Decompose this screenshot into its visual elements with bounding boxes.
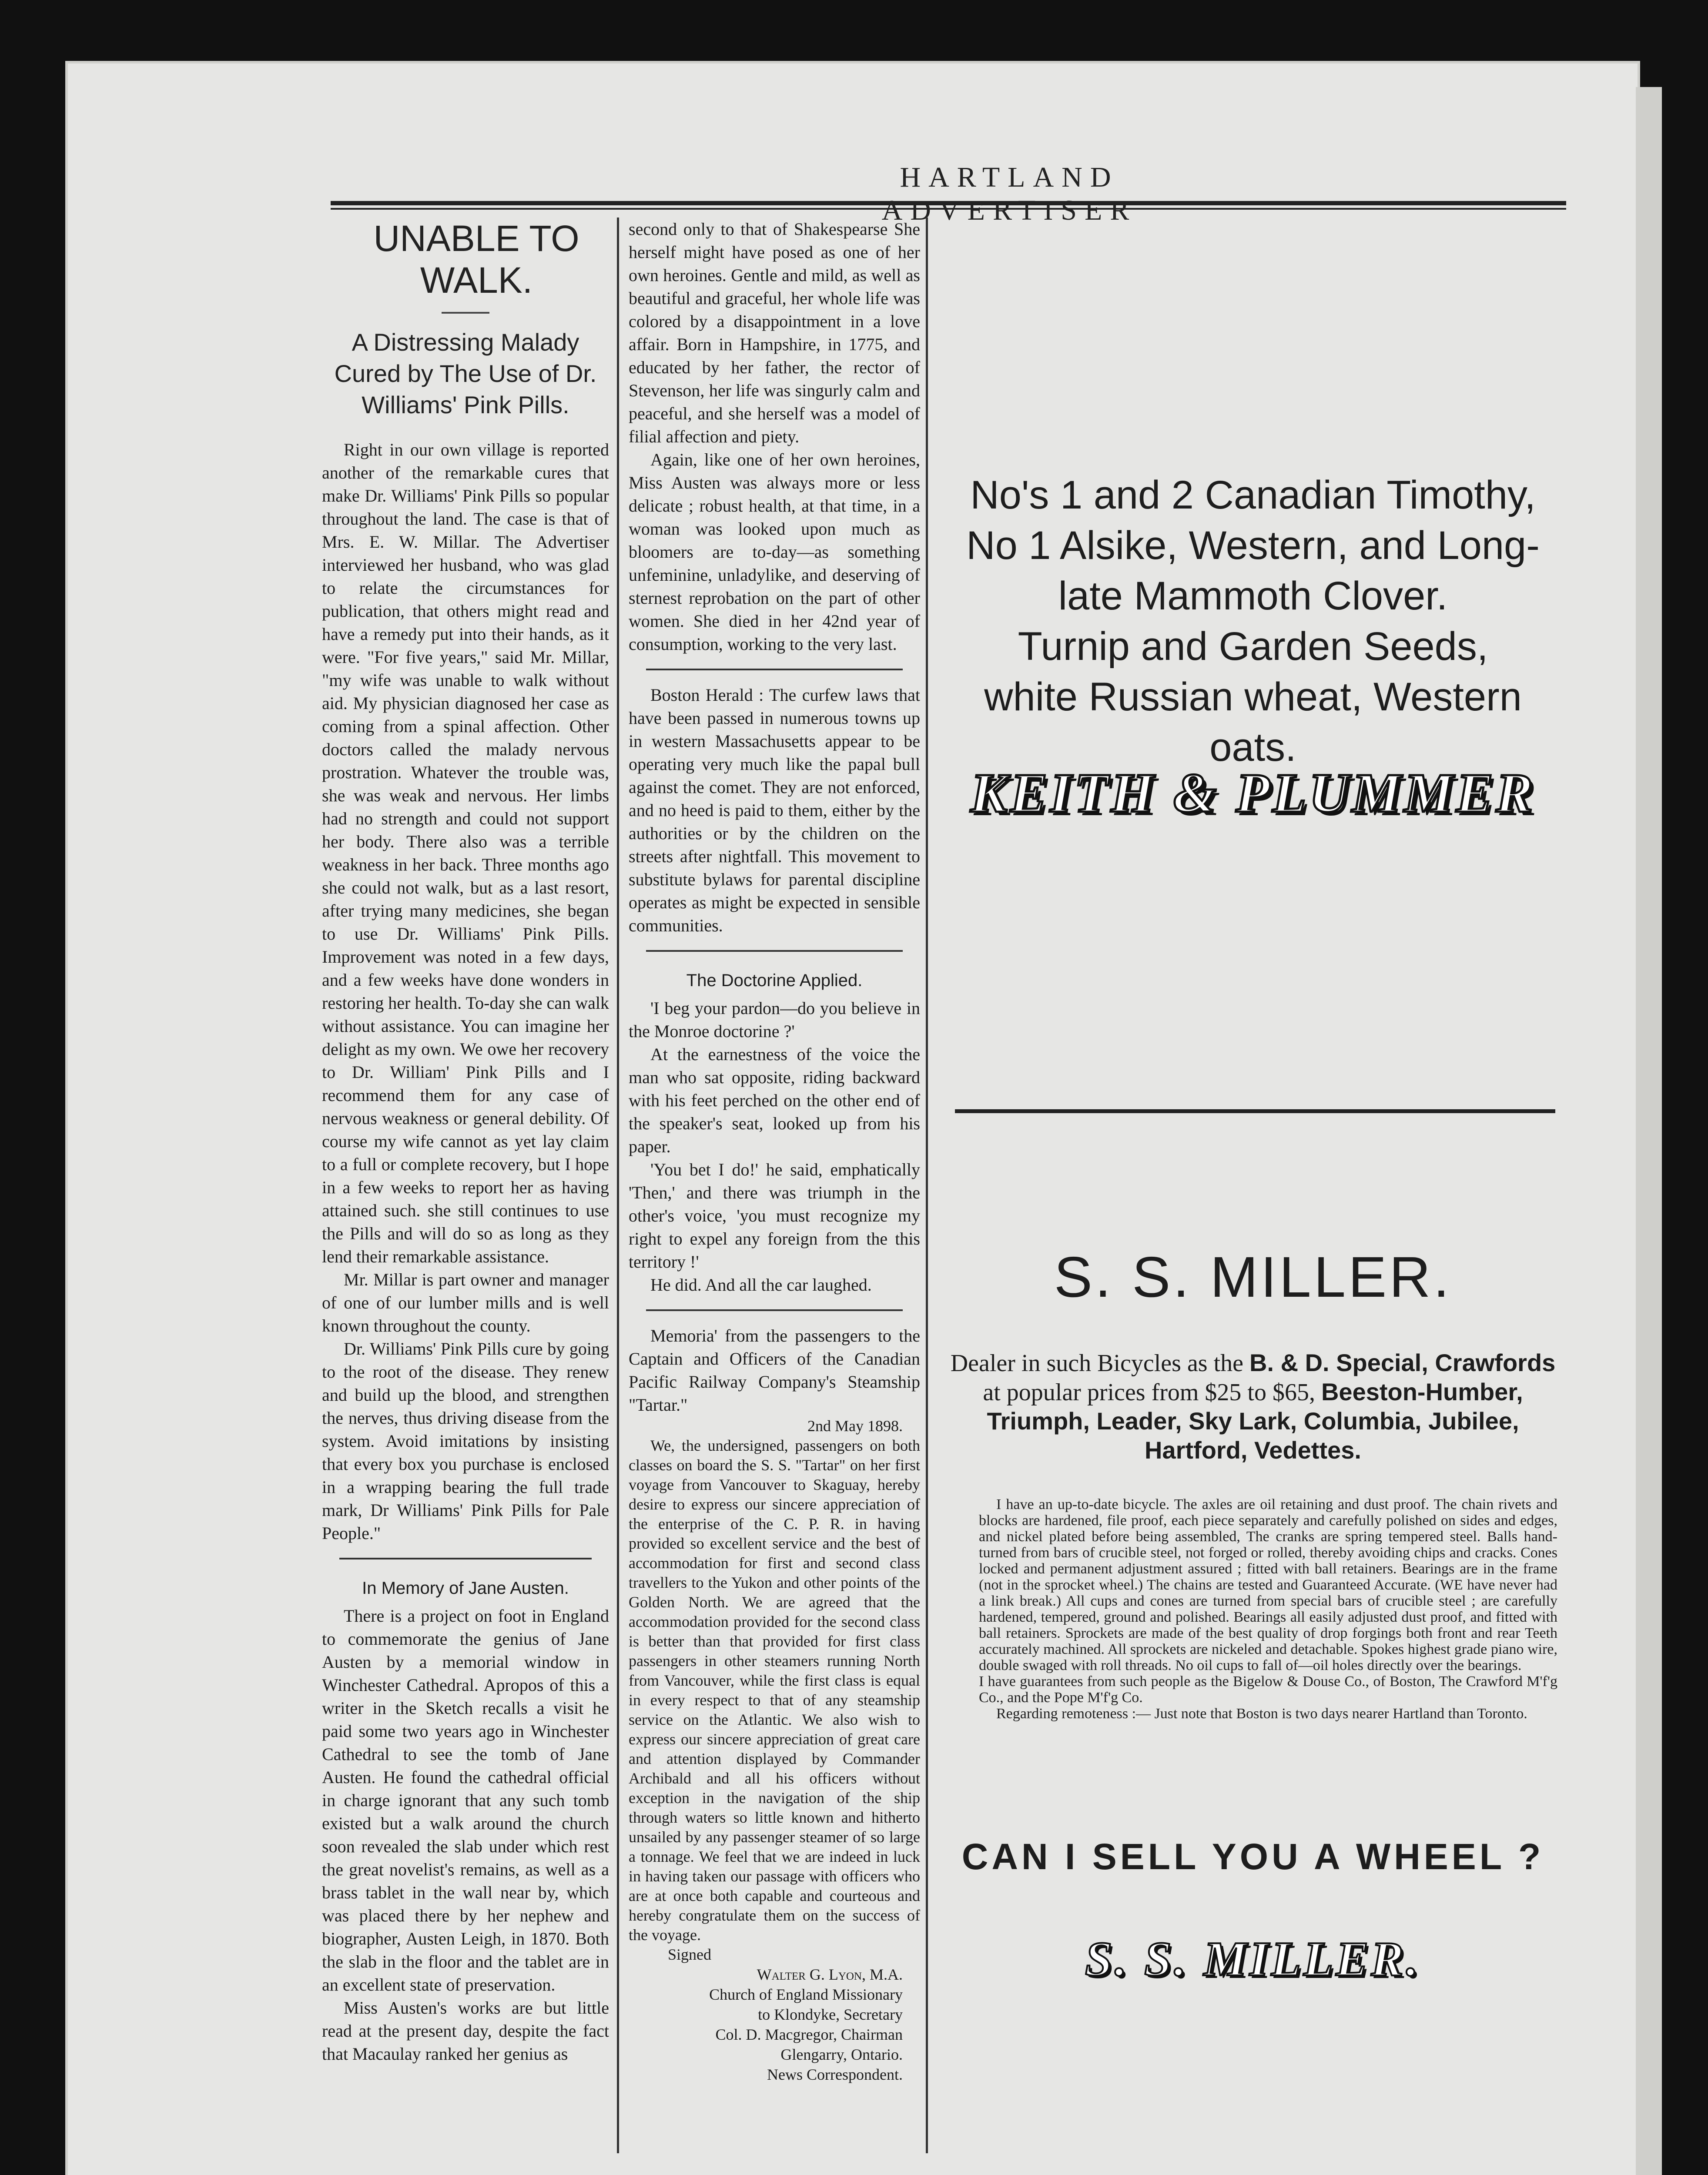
memorial-date: 2nd May 1898. [807,1417,903,1435]
paragraph: There is a project on foot in England to commemorate the genius of Jane Austen by a memorial window in Winchester Cathedral. Apropos of this a writer in the Sketch recalls a visit he paid some two years ago in Winchester Cathedral to see the tomb of Jane Austen. He found the cathedral official in charge ignorant that any such tomb existed but a walk around the church soon revealed the slab under which rest the great novelist's remains, as well as a brass tablet in the wall near by, which was placed there by her nephew and biographer, Austen Leigh, in 1870. Both the slab in the floor and the tablet are in an excellent state of preservation. [322,1606,609,1994]
section-divider [339,1558,592,1559]
memorial-body: We, the undersigned, passengers on both classes on board the S. S. "Tartar" on her first voyage from Vancouver to Skaguay, hereby desire to express our sincere appreciation of the enterprise of the C. P. R. in having provided so excellent service and the best of accommodation for first and second class travellers to the Yukon and other points of the Golden North. We are agreed that the accommodation provided for the second class is better than that provided for first class passengers in other steamers running North from Vancouver, while the first class is equal in every respect to that of any steamship service on the Atlantic. We also wish to express our sincere appreciation of great care and attention displayed by Commander Archibald and all his officers without exception in the navigation of the ship through waters so little known and hitherto unsailed by any passenger steamer of so large a tonnage. We feel that we are indeed in luck in having taken our passage with officers who are at once both capable and courteous and hereby congratulate them on the success of the voyage. [629,1437,920,1944]
dealer-brands-a: B. & D. Special, Crawfords [1249,1349,1556,1376]
ad-line: late Mammoth Clover. [1058,574,1448,618]
dealer-text [940,1348,1566,1465]
ad-line: Turnip and Garden Seeds, [1018,624,1488,669]
article-title-line2: WALK. [420,260,533,301]
column-1 [322,218,609,2065]
section-divider [646,1309,903,1311]
ad-line: No 1 Alsike, Western, and Long- [966,523,1540,568]
column-2 [629,218,920,2085]
article-title-line1: UNABLE TO [373,218,579,259]
dealer-text-a: Dealer in such Bicycles as the [950,1350,1250,1377]
paragraph: 'I beg your pardon—do you believe in the Monroe doctorine ?' [629,998,920,1041]
signatories [629,1964,903,2085]
column-rule-1 [617,218,619,2153]
memorial-intro: Memoria' from the passengers to the Captain and Officers of the Canadian Pacific Railway Company's Steamship "Tartar." [629,1326,920,1415]
signatory-name: Walter G. Lyon, M.A. [757,1966,903,1983]
spec-paragraph: I have guarantees from such people as the Bigelow & Douse Co., of Boston, The Crawford M'f'g Co., and the Pope M'f'g Co. [979,1673,1557,1706]
article-subhead: A Distressing Malady Cured by The Use of Dr. Williams' Pink Pills. [334,328,597,418]
title-rule [442,312,489,314]
austen-heading: In Memory of Jane Austen. [362,1579,569,1598]
doctorine-heading: The Doctorine Applied. [686,971,863,990]
masthead: HARTLAND ADVERTISER [881,161,1137,226]
paragraph: 'You bet I do!' he said, emphatically 'Then,' and there was triumph in the other's voice, 'you must recognize my right to expel any foreign from the this territory !' [629,1160,920,1272]
paragraph: Dr. Williams' Pink Pills cure by going to the root of the disease. They renew and build up the blood, and strengthen the nerves, thus driving disease from the system. Avoid imitations by insisting that every box you purchase is enclosed in a wrapping bearing the full trade mark, Dr Williams' Pink Pills for Pale People." [322,1339,609,1543]
bicycle-specs [979,1496,1557,1722]
section-divider [646,669,903,670]
dealer-text-c: at popular prices from $25 to $65, [983,1379,1321,1406]
signatory-line: to Klondyke, Secretary [758,2006,903,2023]
dealer-brands-b: Beeston-Humber, Triumph, Leader, Sky Lark, Columbia, Jubilee, Hartford, Vedettes. [987,1378,1523,1464]
masthead-rule [331,201,1566,210]
signatory-name: Col. D. Macgregor, Chairman [715,2026,903,2043]
spec-paragraph: Regarding remoteness :— Just note that Boston is two days nearer Hartland than Toronto. [996,1706,1527,1722]
paragraph: Right in our own village is reported another of the remarkable cures that make Dr. Williams' Pink Pills so popular throughout the land. The case is that of Mrs. E. W. Millar. The Advertiser interviewed her husband, who was glad to relate the circumstances for publication, that others might read and have a remedy put into their hands, as it were. "For five years," said Mr. Millar, "my wife was unable to walk without aid. My physician diagnosed her case as coming from a spinal affection. Other doctors called the malady nervous prostration. Whatever the trouble was, she was weak and nervous. Her limbs had no strength and could not support her body. There also was a terrible weakness in her back. Three months ago she could not walk, but as a last resort, after trying many medicines, she began to use Dr. Williams' Pink Pills. Improvement was noted in a few days, and a few weeks have done wonders in restoring her health. To-day she can walk without assistance. You can imagine her delight as my own. We owe her recovery to Dr. William' Pink Pills and I recommend them for any case of nervous weakness or general debility. Of course my wife cannot as yet lay claim to a full or complete recovery, but I hope in a few weeks to report her as having attained such. she still continues to use the Pills and will do so as long as they lend their remarkable assistance. [322,440,609,1266]
paragraph: second only to that of Shakespearse She herself might have posed as one of her own heroines. Gentle and mild, as well as beautiful and graceful, her whole life was colored by a disappointment in a love affair. Born in Hampshire, in 1775, and educated by her father, the rector of Stevenson, her life was singurly calm and peaceful, and she herself was a model of filial affection and piety. [629,219,920,446]
wheel-question: CAN I SELL YOU A WHEEL ? [961,1836,1544,1877]
seed-advertisement [935,470,1571,773]
paragraph: Miss Austen's works are but little read at the present day, despite the fact that Macaulay ranked her genius as [322,1998,609,2064]
paragraph: Boston Herald : The curfew laws that have been passed in numerous towns up in western Massachusetts appear to be operating very much like the papal bull against the comet. They are not enforced, and no heed is paid to them, either by the authorities or by the children on the streets after nightfall. This movement to substitute bylaws for parental discipline operates as might be expected in sensible communities. [629,685,920,935]
signed-label: Signed [668,1946,712,1963]
paragraph: Again, like one of her own heroines, Miss Austen was always more or less delicate ; robust health, at that time, in a woman was looked upon much as bloomers are to-day—as something unfeminine, unladylike, and deserving of sternest reprobation on the part of other women. She died in her 42nd year of consumption, working to the very last. [629,450,920,654]
signatory-line: Church of England Missionary [709,1986,903,2003]
keith-plummer-logo: KEITH & PLUMMER [970,762,1536,824]
column-rule-2 [926,218,928,2153]
paragraph: He did. And all the car laughed. [650,1275,872,1295]
ad-divider [955,1109,1555,1113]
spec-paragraph: I have an up-to-date bicycle. The axles are oil retaining and dust proof. The chain rivets and blocks are hardened, file proof, each piece separately and carefully polished on sides and edges, and nickel plated before being assembled, The cranks are spring tempered steel. Balls hand-turned from bars of crucible steel, not forged or rolled, thereby avoiding chips and cracks. Cones locked and permanent adjustment assured ; fitted with ball retainers. Bearings are in the frame (not in the sprocket wheel.) The chains are tested and Guaranteed Accurate. (WE have never had a link break.) All cups and cones are turned from special bars of crucible steel ; are carefully hardened, tempered, ground and polished. Bearings all easily adjusted dust proof, and fitted with ball retainers. Sprockets are made of the best quality of drop forgings both front and rear Teeth accurately machined. All sprockets are nickeled and detachable. Spokes highest grade piano wire, double swaged with roll threads. No oil cups to fall of—oil holes directly over the bearings. [979,1496,1557,1673]
ad-line: No's 1 and 2 Canadian Timothy, [970,473,1536,517]
paragraph: At the earnestness of the voice the man who sat opposite, riding backward with his feet perched on the other end of the speaker's seat, looked up from his paper. [629,1044,920,1156]
miller-title: S. S. MILLER. [1054,1245,1452,1309]
paragraph: Mr. Millar is part owner and manager of one of our lumber mills and is well known throughout the county. [322,1270,609,1335]
signatory-line: Glengarry, Ontario. [780,2046,903,2063]
ad-line: white Russian wheat, Western oats. [984,675,1522,770]
miller-signature-logo: S. S. MILLER. [1085,1932,1421,1986]
section-divider [646,950,903,952]
signatory-line: News Correspondent. [767,2066,903,2083]
page-edge [1636,87,1662,2175]
